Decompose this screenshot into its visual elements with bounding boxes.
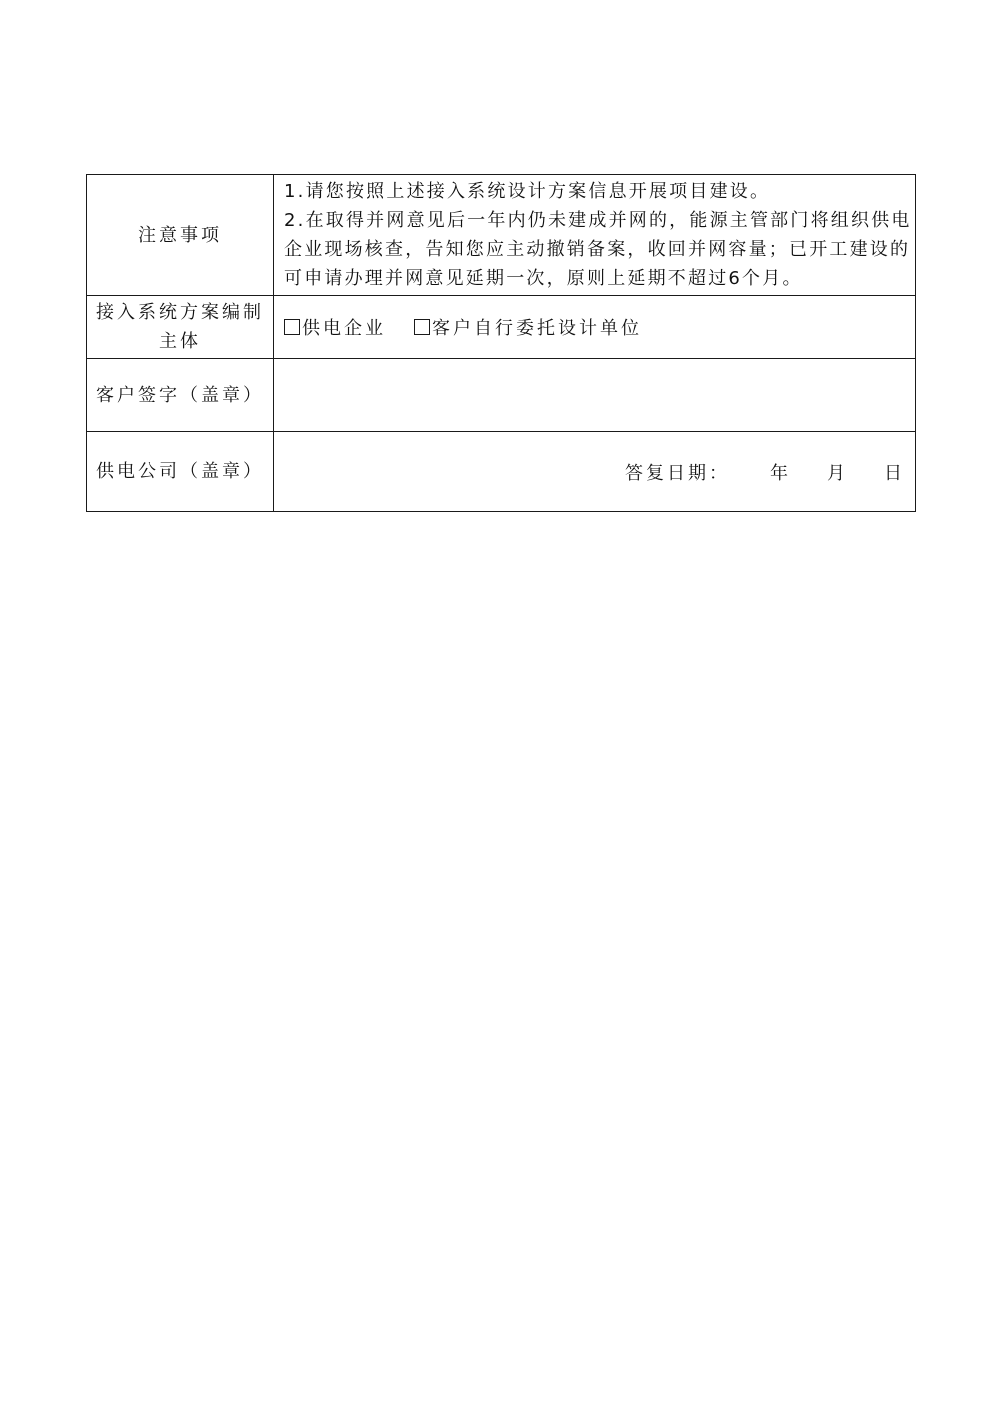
notes-item-2-line-2: 企业现场核查，告知您应主动撤销备案，收回并网容量；已开工建设的: [284, 239, 911, 260]
compiler-options: [274, 296, 916, 359]
notes-label: 注意事项: [87, 175, 274, 296]
reply-date: [284, 459, 905, 485]
notes-row: [87, 175, 916, 296]
option-power-supply-company-label: 供电企业: [302, 318, 386, 339]
compiler-label-line-1: 接入系统方案编制: [96, 302, 264, 323]
signature-row: [87, 359, 916, 432]
reply-date-year: 年: [770, 462, 791, 484]
notes-item-2-line-3: 可申请办理并网意见延期一次，原则上延期不超过6个月。: [284, 268, 803, 289]
company-row: [87, 432, 916, 512]
compiler-label-line-2: 主体: [159, 331, 201, 352]
notes-content: [274, 175, 916, 296]
compiler-label: [87, 296, 274, 359]
checkbox-customer-design-unit[interactable]: [414, 319, 430, 335]
notes-item-1: 1.请您按照上述接入系统设计方案信息开展项目建设。: [284, 181, 771, 202]
checkbox-power-supply-company[interactable]: [284, 319, 300, 335]
reply-date-cell[interactable]: [274, 432, 916, 512]
reply-date-month: 月: [827, 462, 848, 484]
option-power-supply-company[interactable]: [284, 314, 386, 340]
reply-date-label: 答复日期：: [625, 462, 730, 484]
reply-date-day: 日: [884, 462, 905, 484]
option-customer-design-unit[interactable]: [414, 314, 642, 340]
option-customer-design-unit-label: 客户自行委托设计单位: [432, 318, 642, 339]
signature-label: 客户签字（盖章）: [87, 359, 274, 432]
approval-form-table: [86, 174, 916, 512]
company-label: 供电公司（盖章）: [87, 432, 274, 512]
compiler-row: [87, 296, 916, 359]
signature-field[interactable]: [274, 359, 916, 432]
notes-item-2-line-1: 2.在取得并网意见后一年内仍未建成并网的，能源主管部门将组织供电: [284, 210, 912, 231]
